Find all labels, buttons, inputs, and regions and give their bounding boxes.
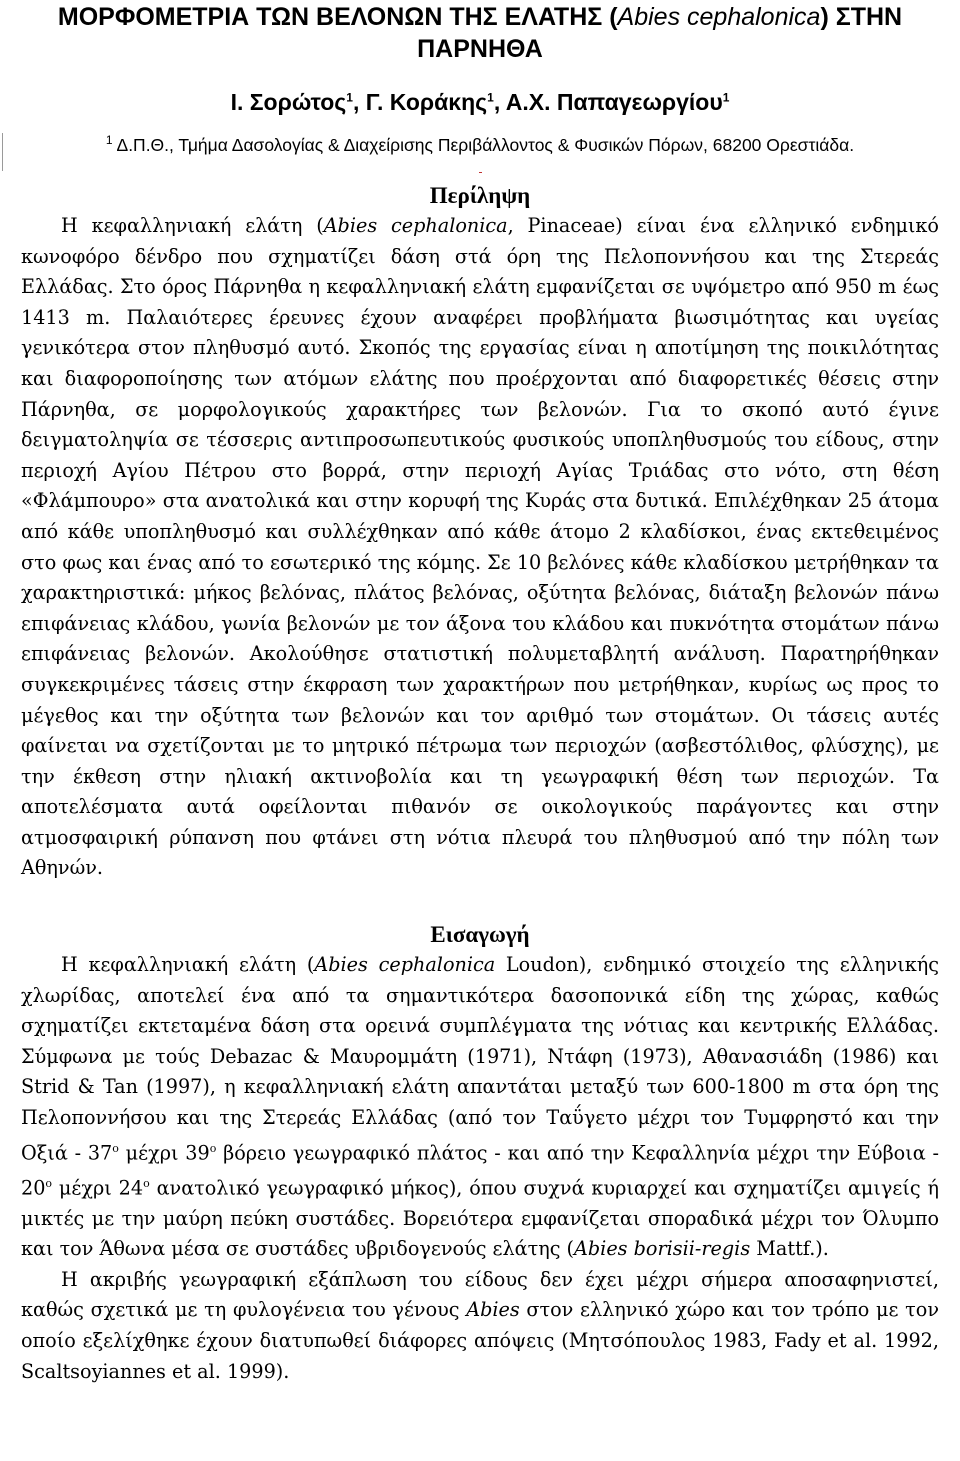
author-name: Α.Χ. Παπαγεωργίου	[505, 89, 723, 115]
introduction-heading: Εισαγωγή	[430, 922, 530, 948]
degree-mark: ο	[143, 1176, 150, 1190]
intro-text-g: Mattf.).	[750, 1237, 829, 1261]
introduction-paragraph-1	[21, 950, 939, 1265]
abstract-text-b: , Pinaceae) είναι ένα ελληνικό ενδημικό κωνοφόρο δένδρο που σχηματίζει δάση στά όρη της Πελοποννήσου και της Στερεάς Ελλάδας. Στο όρος Πάρνηθα η κεφαλληνιακή ελάτη εμφανίζεται σε υψόμετρο από 950 m έως 1413 m. Παλαιότερες έρευνες έχουν αναφέρει προβλήματα βιωσιμότητας και υγείας γενικότερα στον πληθυσμό αυτό. Σκοπός της εργασίας είναι η αποτίμηση της ποικιλότητας και διαφοροποίησης των ατόμων ελάτης που προέρχονται από διαφορετικές θέσεις στην Πάρνηθα, σε μορφολογικούς χαρακτήρες των βελονών. Για το σκοπό αυτό έγινε δειγματοληψία σε τέσσερις αντιπροσωπευτικούς φυσικούς υποπληθυσμούς του είδους, στην περιοχή Αγίου Πέτρου στο βορρά, στην περιοχή Αγίας Τριάδας στο νότο, στη θέση «Φλάμπουρο» στα ανατολικά και στην κορυφή της Κυράς στα δυτικά. Επιλέχθηκαν 25 άτομα από κάθε υποπληθυσμό και συλλέχθηκαν από κάθε άτομο 2 κλαδίσκοι, ένας εκτεθειμένος στο φως και ένας από το εσωτερικό της κόμης. Σε 10 βελόνες κάθε κλαδίσκου μετρήθηκαν τα χαρακτηριστικά: μήκος βελόνας, πλάτος βελόνας, οξύτητα βελόνας, διάταξη βελονών πάνω επιφάνειας κλάδου, γωνία βελονών με τον άξονα του κλάδου και πυκνότητα στομάτων πάνω επιφάνειας βελονών. Ακολούθησε στατιστική πολυμεταβλητή ανάλυση. Παρατηρήθηκαν συγκεκριμένες τάσεις στην έκφραση των χαρακτήρων που μετρήθηκαν, κυρίως ως προς το μέγεθος και την οξύτητα των βελονών και τον αριθμό των στομάτων. Οι τάσεις αυτές φαίνεται να σχετίζονται με το μητρικό πέτρωμα των περιοχών (ασβεστόλιθος, φλύσχης), με την έκθεση στην ηλιακή ακτινοβολία και τη γεωγραφική θέση των περιοχών. Τα αποτελέσματα αυτά οφείλονται πιθανόν σε οικολογικούς παράγοντες και στην ατμοσφαιρική ρύπανση που φτάνει στη νότια πλευρά του πληθυσμού από την πόλη των Αθηνών.	[21, 214, 939, 880]
title-text-suffix: ) ΣΤΗΝ ΠΑΡΝΗΘΑ	[417, 3, 903, 63]
intro-text-d: βόρειο γεωγραφικό πλάτος - και από την Κεφαλληνία μέχρι την Εύβοια - 20	[21, 1141, 939, 1199]
abstract-text-a: Η κεφαλληνιακή ελάτη (	[61, 214, 324, 237]
abstract-paragraph	[21, 211, 939, 884]
change-bar	[2, 133, 3, 171]
intro-text-a: Η κεφαλληνιακή ελάτη (	[61, 953, 315, 977]
author-affiliation-mark: 1	[346, 90, 353, 105]
intro2-text-a: Η ακριβής γεωγραφική εξάπλωση του είδους δεν έχει μέχρι σήμερα αποσαφηνιστεί, καθώς σχετικά με τη φυλογένεια του γένους	[21, 1267, 939, 1322]
intro2-genus-name: Abies	[466, 1298, 520, 1322]
affiliation-edit-mark-line	[21, 157, 939, 177]
intro-text-e: μέχρι 24	[52, 1176, 144, 1199]
author-affiliation-mark: 1	[487, 90, 494, 105]
intro2-text-b: στον ελληνικό χώρο και τον τρόπο με τον οποίο εξελίχθηκε έχουν διατυπωθεί διάφορες απόψεις (Μητσόπουλος 1983, Fady et al. 1992, Scaltsoyiannes et al. 1999).	[21, 1298, 939, 1383]
paper-title	[21, 1, 939, 65]
title-species-name: Abies cephalonica	[617, 3, 821, 31]
author-name: Ι. Σορώτος	[230, 89, 347, 115]
abstract-heading: Περίληψη	[429, 183, 531, 208]
degree-mark: ο	[45, 1176, 53, 1190]
intro-species-name-2: Abies borisii-regis	[574, 1237, 751, 1261]
intro-text-f: ανατολικό γεωγραφικό μήκος), όπου συχνά κυριαρχεί και σχηματίζει αμιγείς ή μικτές με την μαύρη πεύκη συστάδες. Βορειότερα εμφανίζεται σποραδικά μέχρι τον Όλυμπο και τον Άθωνα μέσα σε συστάδες υβριδογενούς ελάτης (	[21, 1176, 939, 1261]
intro-text-b: Loudon), ενδημικό στοιχείο της ελληνικής χλωρίδας, αποτελεί ένα από τα σημαντικότερα δασοπονικά είδη της χώρας, καθώς σχηματίζει εκτεταμένα δάση στα ορεινά συμπλέγματα της νότιας και κεντρικής Ελλάδας. Σύμφωνα με τούς Debazac & Μαυρομμάτη (1971), Ντάφη (1973), Αθανασιάδη (1986) και Strid & Tan (1997), η κεφαλληνιακή ελάτη απαντάται μεταξύ των 600-1800 m στα όρη της Πελοποννήσου και της Στερεάς Ελλάδας (από τον Ταΰγετο μέχρι τον Τυμφρηστό και την Οξιά - 37	[21, 953, 939, 1165]
abstract-species-name: Abies cephalonica	[323, 214, 508, 237]
affiliation-text: Δ.Π.Θ., Τμήμα Δασολογίας & Διαχείρισης Περιβάλλοντος & Φυσικών Πόρων, 68200 Ορεστιάδα.	[116, 135, 855, 155]
author-list: Ι. Σορώτος$^1$, Γ. Κοράκης$^1$, Α.Χ. Παπαγεωργίου$^1$	[230, 89, 730, 115]
intro-species-name: Abies cephalonica	[314, 953, 496, 977]
affiliation-number: 1	[105, 133, 113, 148]
degree-mark: ο	[209, 1141, 217, 1155]
author-name: Γ. Κοράκης	[365, 89, 488, 115]
author-affiliation-mark: 1	[722, 90, 730, 105]
intro-text-c: μέχρι 39	[118, 1141, 210, 1165]
affiliation	[21, 133, 939, 177]
edit-mark	[479, 170, 482, 173]
introduction-paragraph-2	[21, 1265, 939, 1387]
title-text-prefix: ΜΟΡΦΟΜΕΤΡΙΑ ΤΩΝ ΒΕΛΟΝΩΝ ΤΗΣ ΕΛΑΤΗΣ (	[57, 3, 618, 31]
degree-mark: ο	[112, 1141, 119, 1155]
